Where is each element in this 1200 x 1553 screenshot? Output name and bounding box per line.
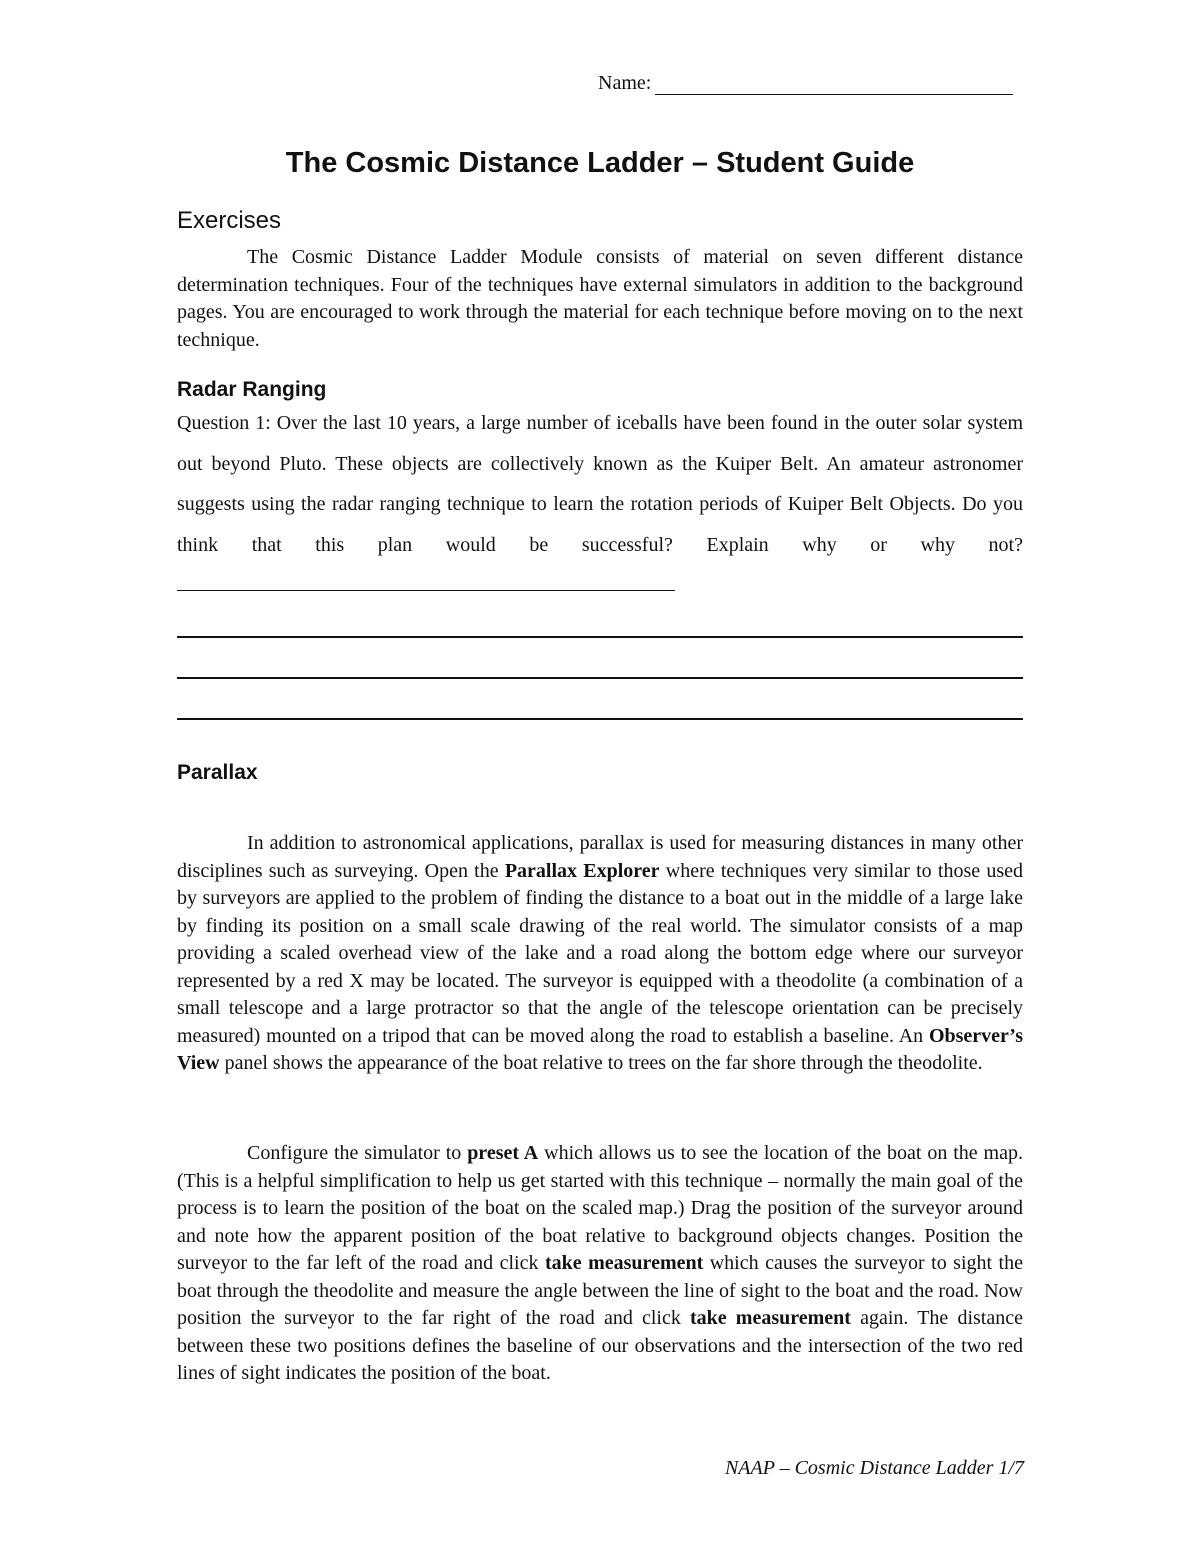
take-measurement-label-1: take measurement: [544, 1252, 704, 1274]
exercises-heading: Exercises: [177, 207, 282, 234]
take-measurement-label-2: take measurement: [690, 1307, 851, 1329]
p2-text-g: again. The distance between these two positions defines the baseline of our observations and the intersection of the two red lines of sight indicates the position of the boat.: [177, 1307, 1023, 1384]
p1-text-e: panel shows the appearance of the boat relative to trees on the far shore through the theodolite.: [219, 1052, 983, 1074]
radar-ranging-heading: Radar Ranging: [177, 378, 327, 401]
answer-inline-line[interactable]: [177, 574, 675, 591]
page-footer: NAAP – Cosmic Distance Ladder 1/7: [724, 1457, 1024, 1479]
answer-line-1[interactable]: [177, 636, 1023, 638]
answer-line-2[interactable]: [177, 677, 1023, 679]
parallax-paragraph-2: [177, 1140, 1023, 1388]
parallax-paragraph-1: [177, 830, 1023, 1078]
preset-a-label: preset A: [467, 1142, 539, 1164]
exercises-intro: The Cosmic Distance Ladder Module consists of material on seven different distance determination techniques. Four of the techniques have external simulators in addition to the background pages. You are encouraged to work through the material for each technique before moving on to the next technique.: [177, 246, 1023, 351]
question-1: [177, 403, 1023, 606]
observers-view-label: Observer’s View: [177, 1024, 1023, 1074]
answer-line-3[interactable]: [177, 718, 1023, 720]
p2-text-e: which causes the surveyor to sight the boat through the theodolite and measure the angle between the line of sight to the boat and the road. Now position the surveyor to the far right of the road and click: [177, 1252, 1023, 1329]
parallax-heading: Parallax: [177, 761, 258, 784]
p2-text-a: Configure the simulator to: [247, 1142, 468, 1164]
p2-text-c: which allows us to see the location of the boat on the map. (This is a helpful simplification to help us get started with this technique – normally the main goal of the process is to learn the position of the boat on the scaled map.) Drag the position of the surveyor around and note how the apparent position of the boat relative to background objects changes. Position the surveyor to the far left of the road and click: [177, 1142, 1023, 1274]
name-label: Name:: [598, 72, 652, 94]
page-title: The Cosmic Distance Ladder – Student Guide: [285, 147, 915, 179]
name-blank-line[interactable]: [655, 76, 1013, 95]
question-1-text: Question 1: Over the last 10 years, a large number of iceballs have been found in the outer solar system out beyond Pluto. These objects are collectively known as the Kuiper Belt. An amateur astronomer suggests using the radar ranging technique to learn the rotation periods of Kuiper Belt Objects. Do you think that this plan would be successful? Explain why or why not?: [177, 412, 1023, 556]
p1-text-a: In addition to astronomical applications, parallax is used for measuring distances in many other disciplines such as surveying. Open the: [177, 832, 1023, 882]
name-field[interactable]: [598, 72, 1013, 95]
p1-text-c: where techniques very similar to those used by surveyors are applied to the problem of finding the distance to a boat out in the middle of a large lake by finding its position on a small scale drawing of the real world. The simulator consists of a map providing a scaled overhead view of the lake and a road along the bottom edge where our surveyor represented by a red X may be located. The surveyor is equipped with a theodolite (a combination of a small telescope and a large protractor so that the angle of the telescope orientation can be precisely measured) mounted on a tripod that can be moved along the road to establish a baseline. An: [177, 859, 1023, 1047]
parallax-explorer-label: Parallax Explorer: [504, 859, 660, 882]
